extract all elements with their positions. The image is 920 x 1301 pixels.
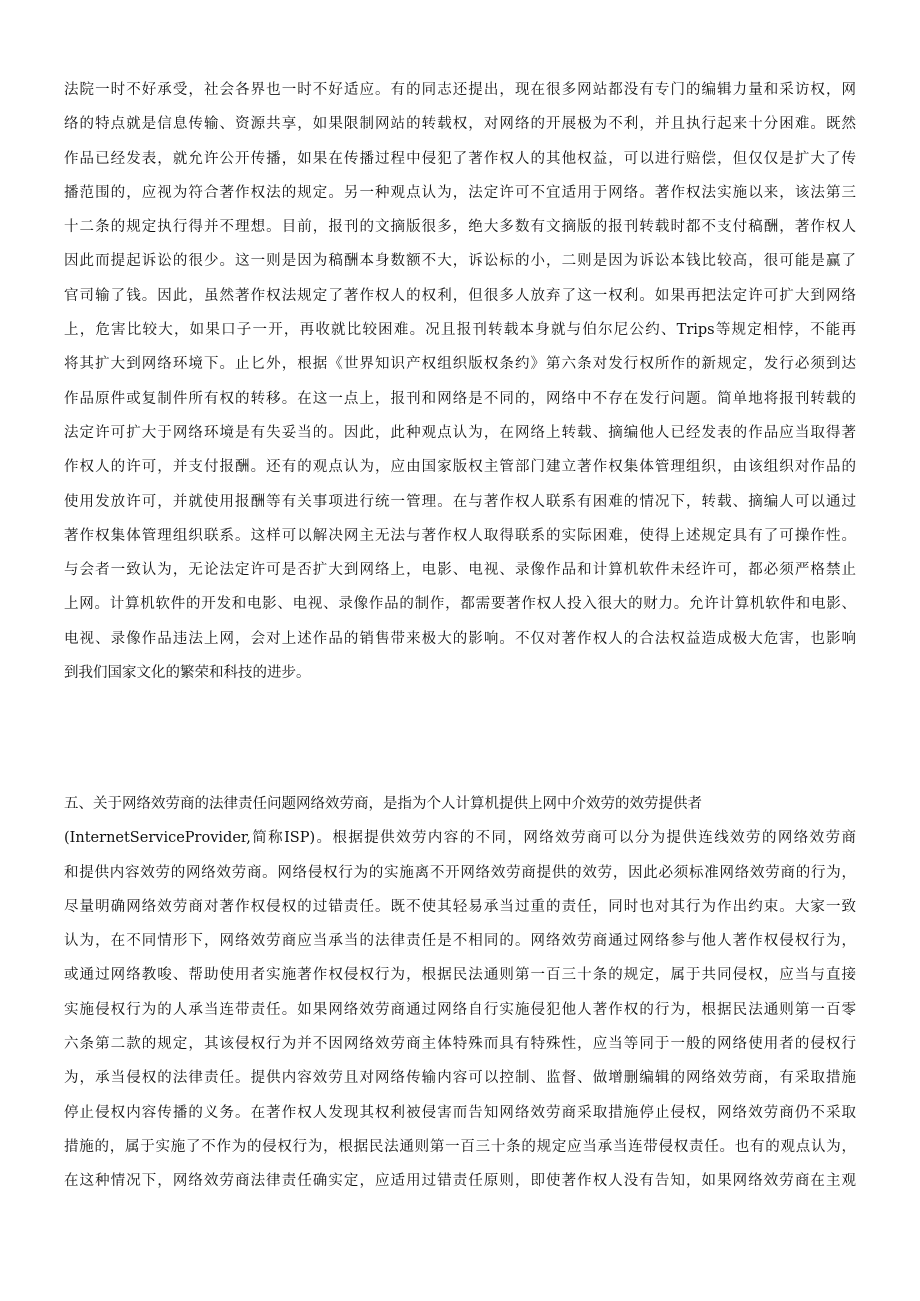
paragraph-line: 作品原件或复制件所有权的转移。在这一点上，报刊和网络是不同的，网络中不存在发行问题。简单地将报刊转载的 [64, 390, 856, 407]
paragraph-line: 官司输了钱。因此，虽然著作权法规定了著作权人的权利，但很多人放弃了这一权利。如果再把法定许可扩大到网络 [64, 287, 856, 304]
paragraph-line: 实施侵权行为的人承当连带责任。如果网络效劳商通过网络自行实施侵犯他人著作权的行为，根据民法通则第一百零 [64, 1001, 856, 1018]
paragraph-2 [64, 787, 856, 1199]
paragraph-line: 六条第二款的规定，其该侵权行为并不因网络效劳商主体特殊而具有特殊性，应当等同于一般的网络使用者的侵权行 [64, 1036, 856, 1053]
paragraph-line: 作权人的许可，并支付报酬。还有的观点认为，应由国家版权主管部门建立著作权集体管理组织，由该组织对作品的 [64, 459, 856, 476]
paragraph-line: 五、关于网络效劳商的法律责任问题网络效劳商，是指为个人计算机提供上网中介效劳的效劳提供者 [64, 796, 702, 812]
paragraph-line: 在这种情况下，网络效劳商法律责任确实定，应适用过错责任原则，即使著作权人没有告知，如果网络效劳商在主观 [64, 1173, 856, 1190]
paragraph-line: 将其扩大到网络环境下。止匕外，根据《世界知识产权组织版权条约》第六条对发行权所作的新规定，发行必须到达 [64, 356, 856, 373]
paragraph-line: 停止侵权内容传播的义务。在著作权人发现其权利被侵害而告知网络效劳商采取措施停止侵权，网络效劳商仍不采取 [64, 1104, 856, 1121]
paragraph-line: 著作权集体管理组织联系。这样可以解决网主无法与著作权人取得联系的实际困难，使得上述规定具有了可操作性。 [64, 527, 856, 544]
paragraph-line: 措施的，属于实施了不作为的侵权行为，根据民法通则第一百三十条的规定应当承当连带侵权责任。也有的观点认为， [64, 1138, 856, 1155]
paragraph-line: 和提供内容效劳的网络效劳商。网络侵权行为的实施离不开网络效劳商提供的效劳，因此必须标准网络效劳商的行为， [64, 864, 856, 881]
paragraph-line: 播范围的，应视为符合著作权法的规定。另一种观点认为，法定许可不宜适用于网络。著作权法实施以来，该法第三 [64, 184, 856, 201]
paragraph-line: 络的特点就是信息传输、资源共享，如果限制网站的转载权，对网络的开展极为不利，并且执行起来十分困难。既然 [64, 116, 856, 133]
paragraph-line: 尽量明确网络效劳商对著作权侵权的过错责任。既不使其轻易承当过重的责任，同时也对其行为作出约束。大家一致 [64, 898, 856, 915]
paragraph-line: 上，危害比较大，如果口子一开，再收就比较困难。况且报刊转载本身就与伯尔尼公约、Trips等规定相悖，不能再 [64, 322, 856, 339]
paragraph-line: 或通过网络教唆、帮助使用者实施著作权侵权行为，根据民法通则第一百三十条的规定，属于共同侵权，应当与直接 [64, 967, 856, 984]
paragraph-line: 使用发放许可，并就使用报酬等有关事项进行统一管理。在与著作权人联系有困难的情况下，转载、摘编人可以通过 [64, 493, 856, 510]
paragraph-line: 认为，在不同情形下，网络效劳商应当承当的法律责任是不相同的。网络效劳商通过网络参与他人著作权侵权行为， [64, 933, 856, 950]
paragraph-line: 为，承当侵权的法律责任。提供内容效劳且对网络传输内容可以控制、监督、做增删编辑的网络效劳商，有采取措施 [64, 1070, 856, 1087]
paragraph-line: 法院一时不好承受，社会各界也一时不好适应。有的同志还提出，现在很多网站都没有专门的编辑力量和采访权，网 [64, 82, 856, 98]
paragraph-line: 电视、录像作品违法上网，会对上述作品的销售带来极大的影响。不仅对著作权人的合法权益造成极大危害，也影响 [64, 630, 856, 647]
paragraph-line: (InternetServiceProvider,简称ISP)。根据提供效劳内容的不同，网络效劳商可以分为提供连线效劳的网络效劳商 [64, 830, 856, 847]
paragraph-1 [64, 73, 856, 690]
paragraph-line: 到我们国家文化的繁荣和科技的进步。 [64, 665, 311, 682]
paragraph-line: 作品已经发表，就允许公开传播，如果在传播过程中侵犯了著作权人的其他权益，可以进行赔偿，但仅仅是扩大了传 [64, 150, 856, 167]
paragraph-line: 与会者一致认为，无论法定许可是否扩大到网络上，电影、电视、录像作品和计算机软件未经许可，都必须严格禁止 [64, 562, 856, 579]
paragraph-line: 上网。计算机软件的开发和电影、电视、录像作品的制作，都需要著作权人投入很大的财力。允许计算机软件和电影、 [64, 596, 856, 613]
paragraph-line: 十二条的规定执行得并不理想。目前，报刊的文摘版很多，绝大多数有文摘版的报刊转载时都不支付稿酬，著作权人 [64, 219, 856, 236]
paragraph-line: 因此而提起诉讼的很少。这一则是因为稿酬本身数额不大，诉讼标的小，二则是因为诉讼本钱比较高，很可能是赢了 [64, 253, 856, 270]
paragraph-line: 法定许可扩大于网络环境是有失妥当的。因此，此种观点认为，在网络上转载、摘编他人已经发表的作品应当取得著 [64, 424, 856, 441]
